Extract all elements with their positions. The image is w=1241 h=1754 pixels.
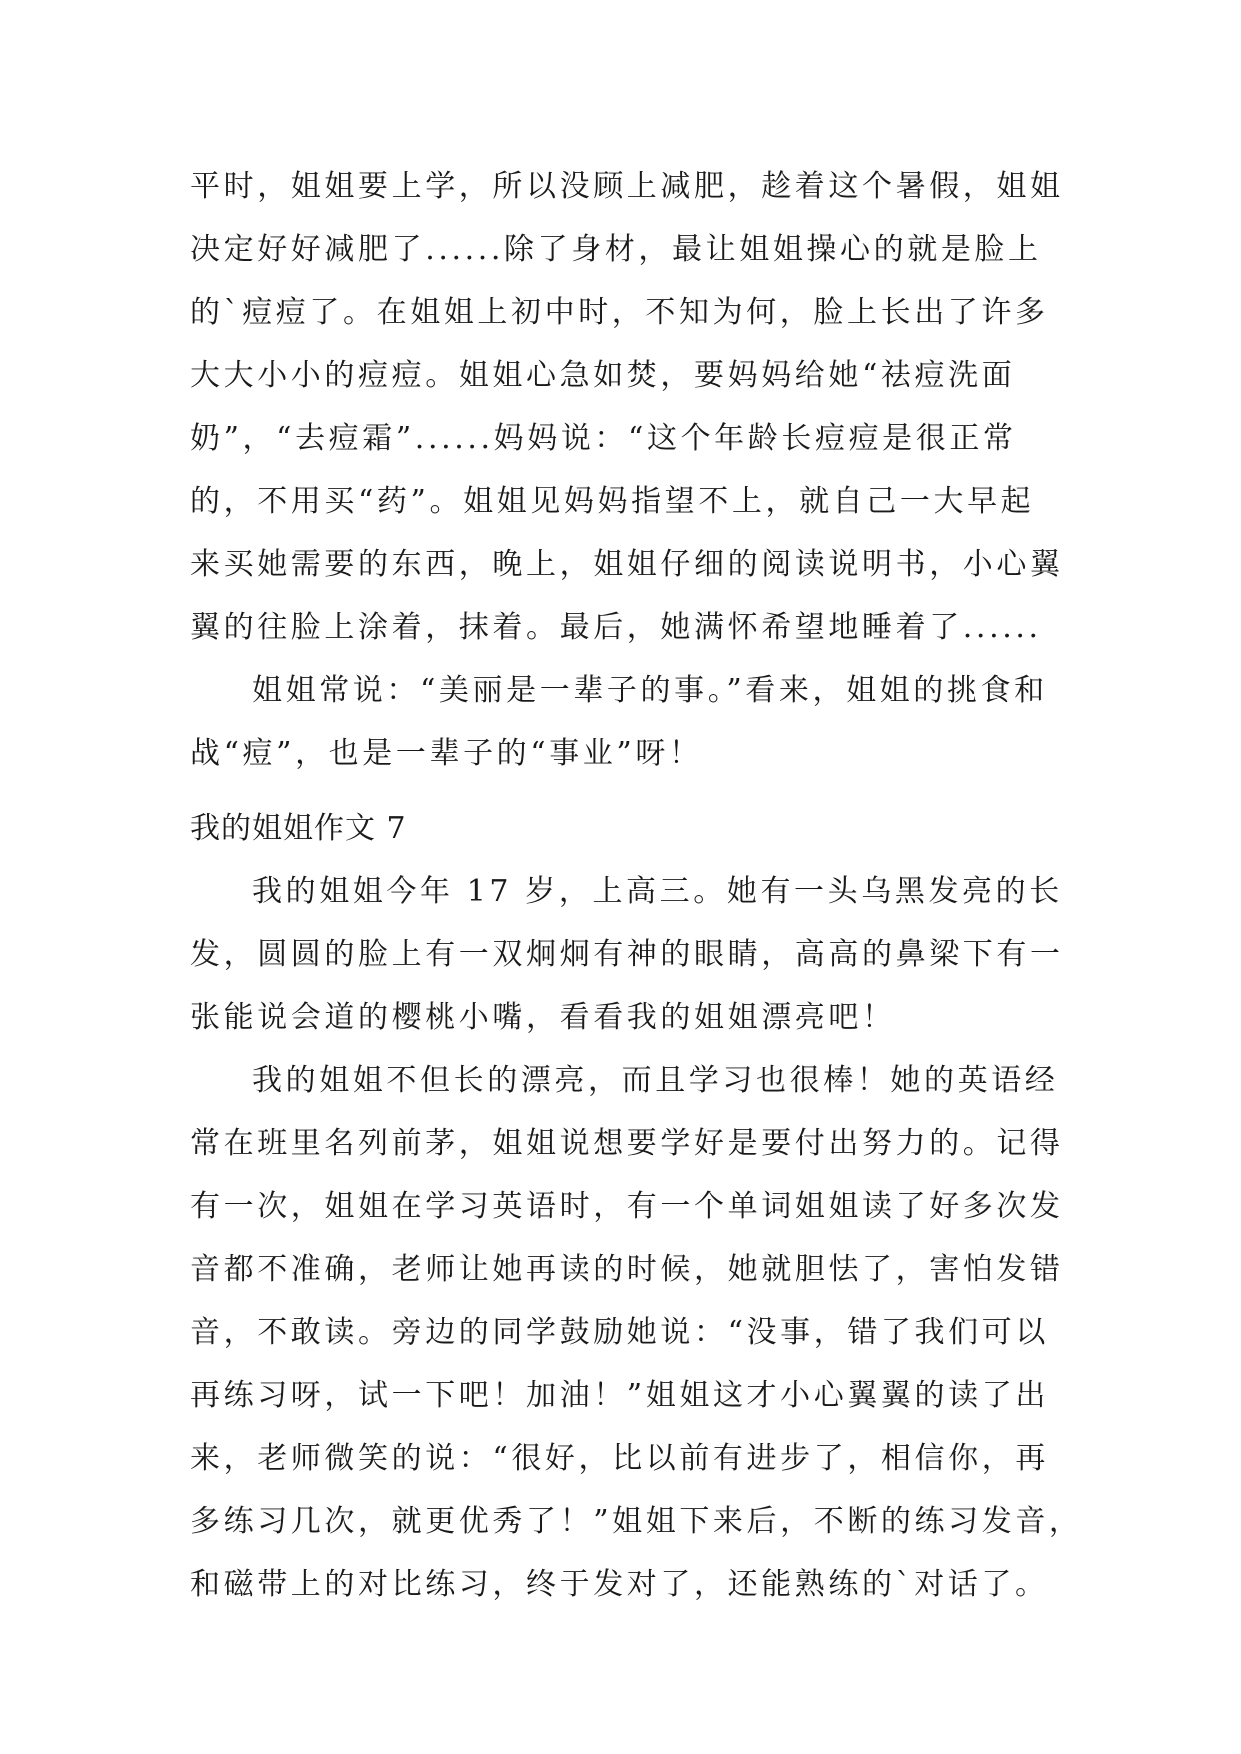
paragraph-line: 来买她需要的东西，晚上，姐姐仔细的阅读说明书，小心翼 bbox=[190, 547, 1064, 582]
paragraph-line: 我的姐姐不但长的漂亮，而且学习也很棒！她的英语经 bbox=[252, 1063, 1059, 1098]
paragraph-line: 战“痘”，也是一辈子的“事业”呀！ bbox=[190, 736, 703, 771]
paragraph-line: 常在班里名列前茅，姐姐说想要学好是要付出努力的。记得 bbox=[190, 1126, 1064, 1161]
paragraph-line: 多练习几次，就更优秀了！”姐姐下来后，不断的练习发音， bbox=[190, 1504, 1083, 1539]
paragraph-line: 的，不用买“药”。姐姐见妈妈指望不上，就自己一大早起 bbox=[190, 484, 1035, 519]
paragraph-line: 音，不敢读。旁边的同学鼓励她说：“没事，错了我们可以 bbox=[190, 1315, 1049, 1350]
paragraph-line: 张能说会道的樱桃小嘴，看看我的姐姐漂亮吧！ bbox=[190, 1000, 896, 1035]
previous-essay-ending bbox=[190, 155, 1070, 785]
paragraph-line: 决定好好减肥了......除了身材，最让姐姐操心的就是脸上 bbox=[190, 232, 1042, 267]
paragraph-line: 有一次，姐姐在学习英语时，有一个单词姐姐读了好多次发 bbox=[190, 1189, 1064, 1224]
paragraph-line: 再练习呀，试一下吧！加油！”姐姐这才小心翼翼的读了出 bbox=[190, 1378, 1049, 1413]
paragraph-line: 奶”，“去痘霜”......妈妈说：“这个年龄长痘痘是很正常 bbox=[190, 421, 1017, 456]
essay-7-body bbox=[190, 860, 1083, 1616]
paragraph-line: 和磁带上的对比练习，终于发对了，还能熟练的`对话了。 bbox=[190, 1567, 1049, 1602]
paragraph-line: 音都不准确，老师让她再读的时候，她就胆怯了，害怕发错 bbox=[190, 1252, 1064, 1287]
paragraph-line: 的`痘痘了。在姐姐上初中时，不知为何，脸上长出了许多 bbox=[190, 295, 1049, 330]
paragraph-line: 发，圆圆的脸上有一双炯炯有神的眼睛，高高的鼻梁下有一 bbox=[190, 937, 1064, 972]
paragraph-line: 姐姐常说：“美丽是一辈子的事。”看来，姐姐的挑食和 bbox=[252, 673, 1048, 708]
paragraph-line: 平时，姐姐要上学，所以没顾上减肥，趁着这个暑假，姐姐 bbox=[190, 169, 1064, 204]
paragraph-line: 来，老师微笑的说：“很好，比以前有进步了，相信你，再 bbox=[190, 1441, 1049, 1476]
paragraph-line: 大大小小的痘痘。姐姐心急如焚，要妈妈给她“祛痘洗面 bbox=[190, 358, 1016, 393]
paragraph-line: 我的姐姐今年 17 岁，上高三。她有一头乌黑发亮的长 bbox=[252, 874, 1063, 909]
essay-heading: 我的姐姐作文 7 bbox=[190, 811, 407, 846]
paragraph-line: 翼的往脸上涂着，抹着。最后，她满怀希望地睡着了...... bbox=[190, 610, 1042, 645]
